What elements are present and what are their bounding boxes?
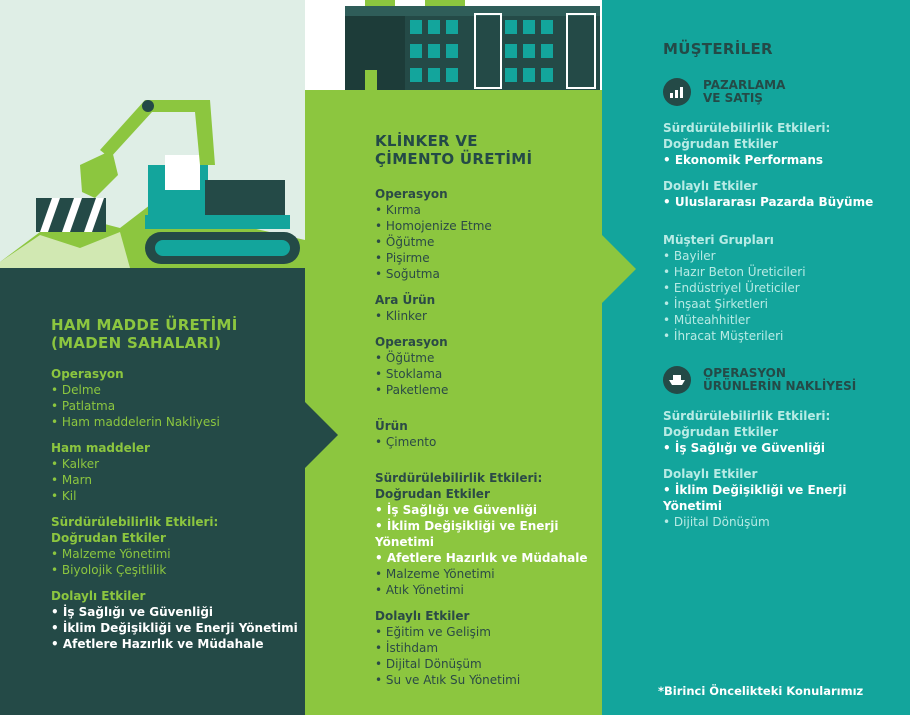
groups-heading: Müşteri Grupları xyxy=(663,233,774,247)
list-item: • Dijital Dönüşüm xyxy=(375,656,600,672)
priority-item: • Uluslararası Pazarda Büyüme xyxy=(663,194,903,210)
intermediate-heading: Ara Ürün xyxy=(375,293,436,307)
priority-item: • İklim Değişikliği ve Enerji Yönetimi xyxy=(375,518,600,550)
marketing-title: PAZARLAMA VE SATIŞ xyxy=(703,78,786,105)
logistics-title: OPERASYON ÜRÜNLERİN NAKLİYESİ xyxy=(703,366,857,393)
list-item: • İnşaat Şirketleri xyxy=(663,296,903,312)
chart-icon xyxy=(663,78,691,106)
list-item: • Bayiler xyxy=(663,248,903,264)
list-item: • Su ve Atık Su Yönetimi xyxy=(375,672,600,688)
raw-materials-column xyxy=(51,316,301,652)
customers-column xyxy=(663,40,903,530)
list-item: • Endüstriyel Üreticiler xyxy=(663,280,903,296)
indirect-heading: Dolaylı Etkiler xyxy=(51,589,146,603)
arrow-to-clinker xyxy=(305,402,338,468)
sustainability-heading: Sürdürülebilirlik Etkileri: xyxy=(663,121,831,135)
priority-item: • Afetlere Hazırlık ve Müdahale xyxy=(51,636,301,652)
excavator-illustration xyxy=(0,0,305,268)
list-item: • İhracat Müşterileri xyxy=(663,328,903,344)
footnote: *Birinci Öncelikteki Konularımız xyxy=(658,684,864,698)
list-item: • Öğütme xyxy=(375,350,600,366)
list-item: • Biyolojik Çeşitlilik xyxy=(51,562,301,578)
list-item: • Eğitim ve Gelişim xyxy=(375,624,600,640)
logistics-section-header xyxy=(663,366,903,394)
direct-heading: Doğrudan Etkiler xyxy=(375,487,490,501)
priority-item: • Ekonomik Performans xyxy=(663,152,903,168)
indirect-heading: Dolaylı Etkiler xyxy=(375,609,470,623)
priority-item: • İş Sağlığı ve Güvenliği xyxy=(375,502,600,518)
list-item: • Delme xyxy=(51,382,301,398)
list-item: • Marn xyxy=(51,472,301,488)
clinker-title: KLİNKER VE ÇİMENTO ÜRETİMİ xyxy=(375,132,533,168)
operations-heading: Operasyon xyxy=(375,335,448,349)
product-heading: Ürün xyxy=(375,419,408,433)
raw-materials-title: HAM MADDE ÜRETİMİ (MADEN SAHALARI) xyxy=(51,316,238,352)
list-item: • Dijital Dönüşüm xyxy=(663,514,903,530)
priority-item: • İklim Değişikliği ve Enerji Yönetimi xyxy=(663,482,903,514)
list-item: • Soğutma xyxy=(375,266,600,282)
list-item: • Kırma xyxy=(375,202,600,218)
priority-item: • Afetlere Hazırlık ve Müdahale xyxy=(375,550,600,566)
priority-item: • İş Sağlığı ve Güvenliği xyxy=(51,604,301,620)
list-item: • Stoklama xyxy=(375,366,600,382)
indirect-heading: Dolaylı Etkiler xyxy=(663,179,758,193)
list-item: • Kil xyxy=(51,488,301,504)
factory-illustration xyxy=(305,0,602,90)
list-item: • İstihdam xyxy=(375,640,600,656)
arrow-to-customers xyxy=(602,235,636,303)
customers-title: MÜŞTERİLER xyxy=(663,40,773,58)
list-item: • Patlatma xyxy=(51,398,301,414)
direct-heading: Doğrudan Etkiler xyxy=(663,425,778,439)
sustainability-heading: Sürdürülebilirlik Etkileri: xyxy=(375,471,543,485)
list-item: • Çimento xyxy=(375,434,600,450)
list-item: • Öğütme xyxy=(375,234,600,250)
list-item: • Atık Yönetimi xyxy=(375,582,600,598)
factory-illustration-area xyxy=(305,0,602,90)
list-item: • Müteahhitler xyxy=(663,312,903,328)
list-item: • Ham maddelerin Nakliyesi xyxy=(51,414,301,430)
list-item: • Malzeme Yönetimi xyxy=(375,566,600,582)
priority-item: • İş Sağlığı ve Güvenliği xyxy=(663,440,903,456)
sustainability-heading: Sürdürülebilirlik Etkileri: xyxy=(51,515,219,529)
clinker-column xyxy=(375,132,600,688)
list-item: • Pişirme xyxy=(375,250,600,266)
list-item: • Paketleme xyxy=(375,382,600,398)
materials-heading: Ham maddeler xyxy=(51,441,150,455)
indirect-heading: Dolaylı Etkiler xyxy=(663,467,758,481)
ship-icon xyxy=(663,366,691,394)
list-item: • Homojenize Etme xyxy=(375,218,600,234)
operations-heading: Operasyon xyxy=(375,187,448,201)
list-item: • Klinker xyxy=(375,308,600,324)
list-item: • Kalker xyxy=(51,456,301,472)
priority-item: • İklim Değişikliği ve Enerji Yönetimi xyxy=(51,620,301,636)
excavator-illustration-area xyxy=(0,0,305,268)
list-item: • Malzeme Yönetimi xyxy=(51,546,301,562)
direct-heading: Doğrudan Etkiler xyxy=(663,137,778,151)
sustainability-heading: Sürdürülebilirlik Etkileri: xyxy=(663,409,831,423)
list-item: • Hazır Beton Üreticileri xyxy=(663,264,903,280)
marketing-section-header xyxy=(663,78,903,106)
operations-heading: Operasyon xyxy=(51,367,124,381)
direct-heading: Doğrudan Etkiler xyxy=(51,531,166,545)
